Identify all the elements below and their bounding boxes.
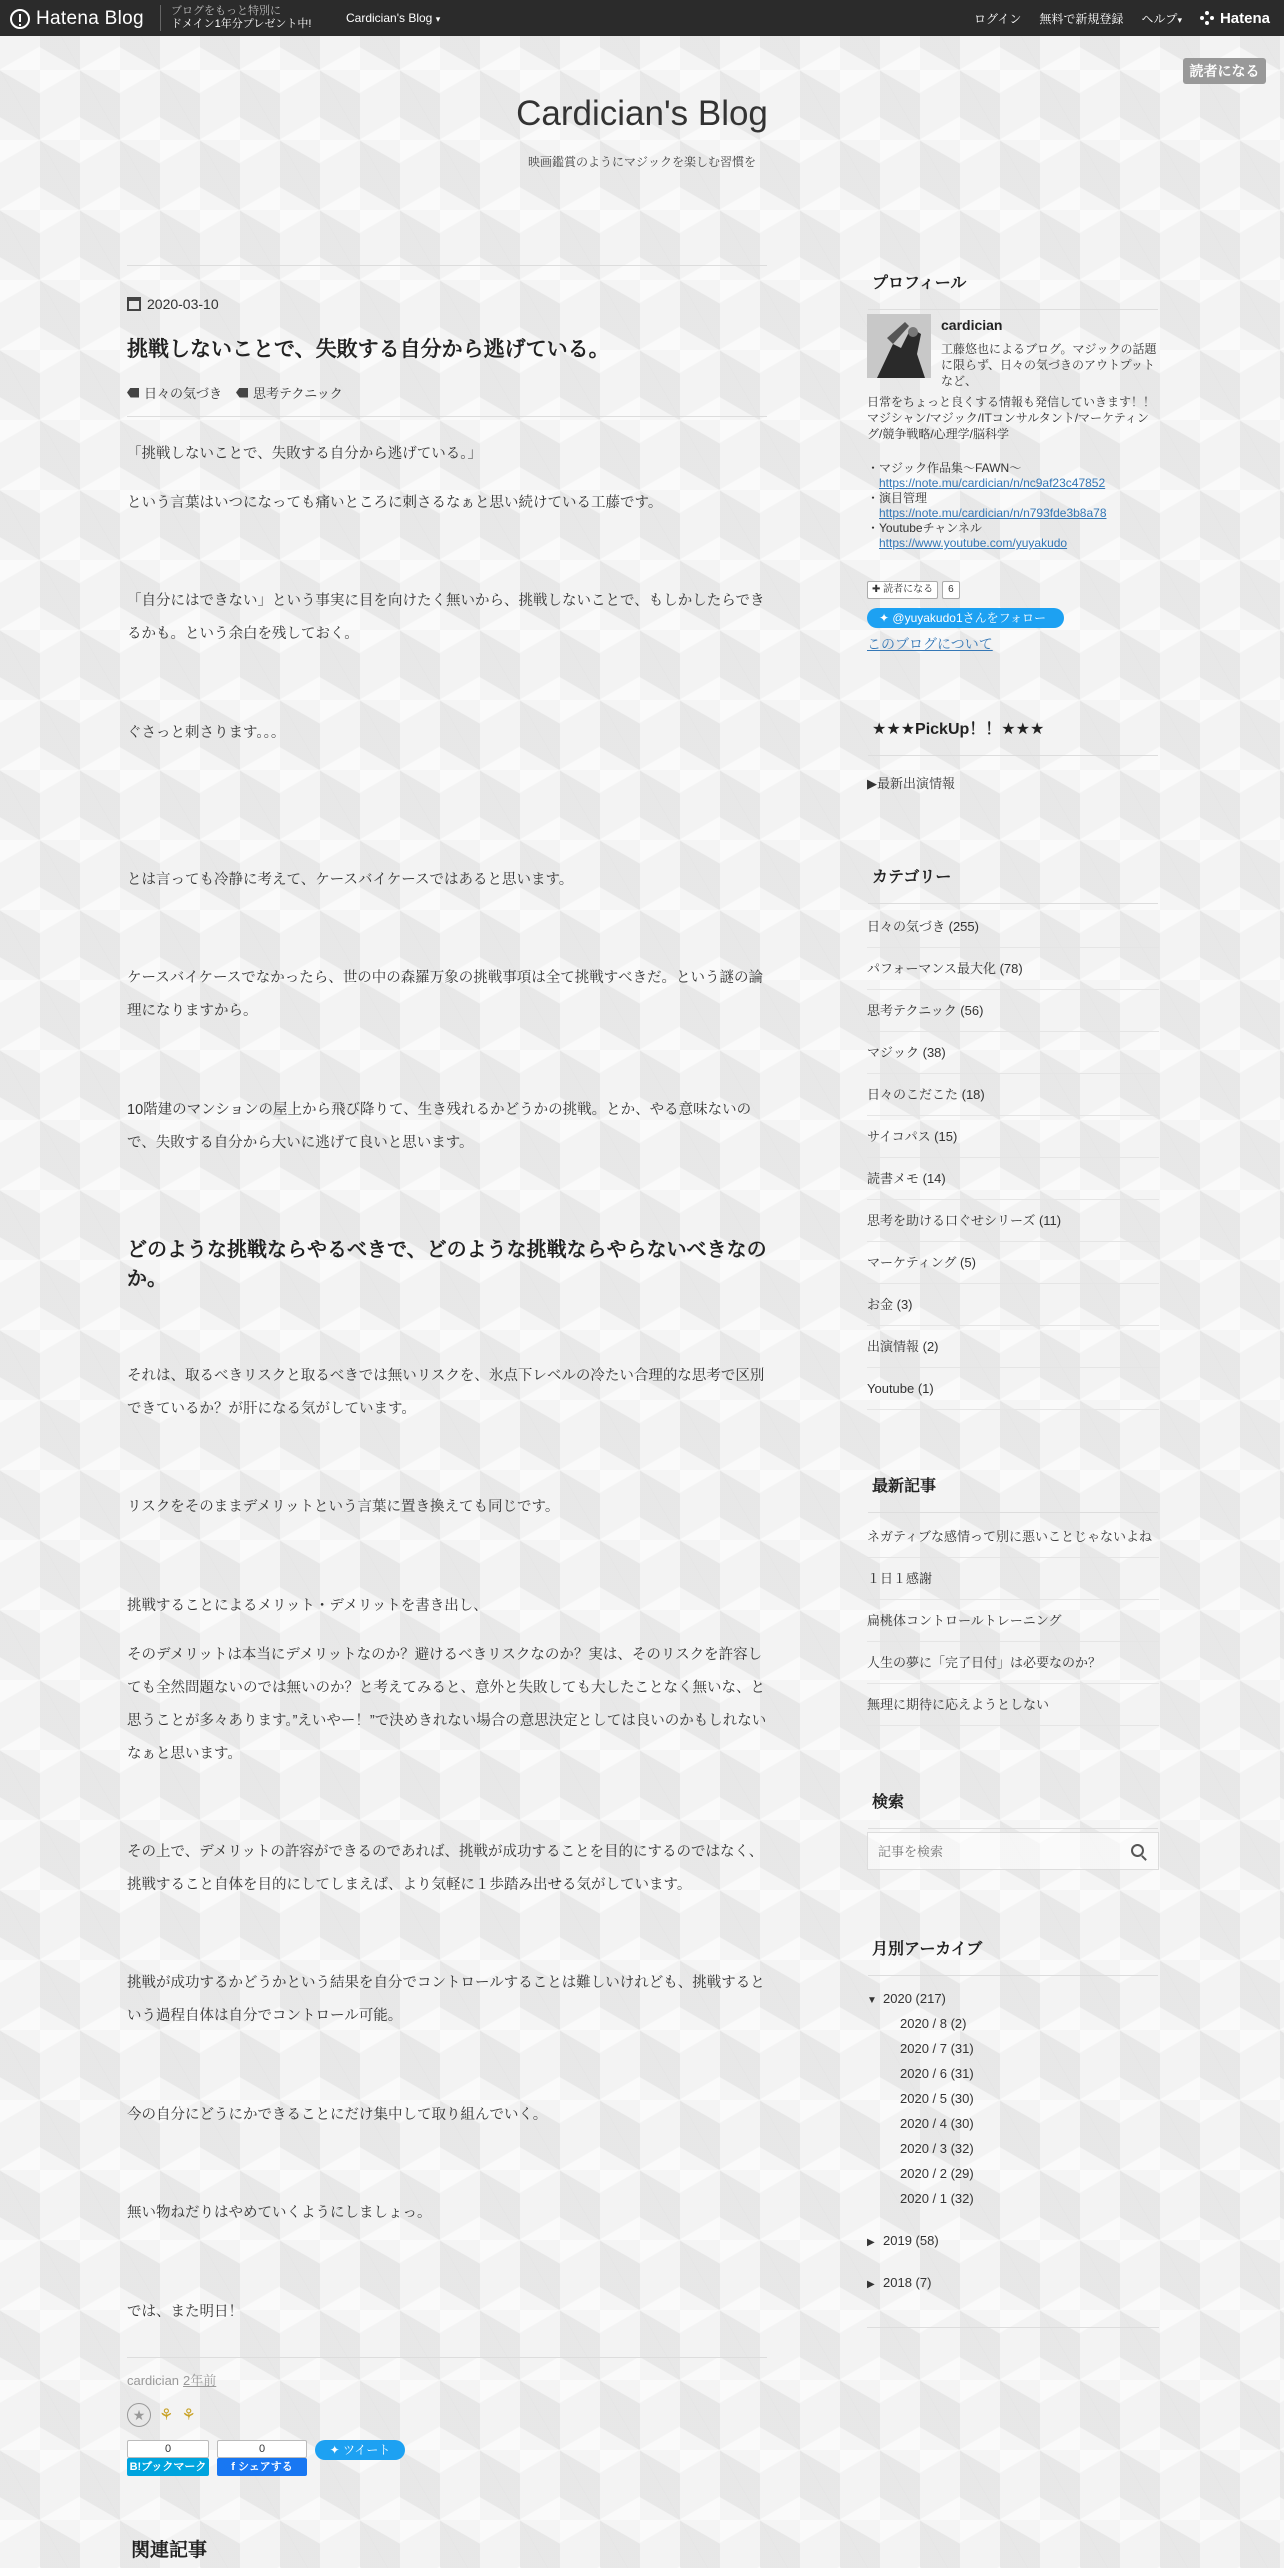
reader-button[interactable] (867, 581, 938, 599)
related-entries-title: 関連記事 (131, 2540, 208, 2561)
entry-paragraph: 無い物ねだりはやめていくようにしましょっ。 (127, 2205, 432, 2221)
hatena-blog-logo-icon (10, 9, 30, 29)
caret-down-icon: ▾ (435, 14, 441, 24)
archive-year-label: 2020 (217) (883, 1991, 946, 2006)
star-user-icon[interactable]: ⚘ (181, 2407, 196, 2424)
promo-line-1: ブログをもっと特別に (171, 5, 281, 17)
profile-intro-continued: 日常をちょっと良くする情報も発信していきます！！マジシャン/マジック/ITコンサルタント/マーケティング/競争戦略/心理学/脳科学 (867, 395, 1156, 441)
recent-entry-link[interactable]: 人生の夢に「完了日付」は必要なのか？ (867, 1642, 1159, 1684)
twitter-bird-icon: ✦ (329, 2443, 343, 2457)
profile-links (867, 461, 1159, 551)
tag-icon (236, 388, 248, 398)
entry-paragraph: リスクをそのままデメリットという言葉に置き換えても同じです。 (127, 1499, 560, 1515)
facebook-share[interactable] (217, 2440, 307, 2476)
archive-month[interactable]: 2020 / 7 (31) (900, 2041, 974, 2056)
hatena-menu[interactable] (1200, 10, 1270, 27)
entry-heading: どのような挑戦ならやるべきで、どのような挑戦ならやらないべきなのか。 (127, 1239, 767, 1290)
login-link[interactable]: ログイン (974, 11, 1022, 26)
profile-link-label: ・Youtubeチャンネル (867, 521, 982, 535)
main-top-divider (127, 265, 767, 266)
category-label: 思考テクニック (253, 386, 343, 401)
follow-label: @yuyakudo1さんをフォロー (892, 611, 1047, 625)
recent-entry-link[interactable]: ネガティブな感情って別に悪いことじゃないよね (867, 1516, 1159, 1558)
domain-promo-link[interactable] (160, 5, 311, 31)
archive-month[interactable]: 2020 / 8 (2) (900, 2016, 967, 2031)
facebook-label: シェアする (237, 2461, 293, 2473)
twitter-bird-icon: ✦ (879, 611, 893, 625)
category-item[interactable]: マーケティング (5) (867, 1242, 1159, 1284)
category-list (867, 906, 1159, 1410)
blog-menu-label: Cardician's Blog (346, 11, 433, 25)
entry-footer-divider (127, 2357, 767, 2358)
entry-paragraph: 「自分にはできない」という事実に目を向けたく無いから、挑戦しないことで、もしかしたらできるかも。という余白を残しておく。 (127, 593, 765, 642)
hatebu-share[interactable] (127, 2440, 209, 2476)
about-blog-link[interactable]: このブログについて (867, 636, 993, 652)
hatena-blog-logo-text: Hatena Blog (36, 8, 144, 29)
archive-month[interactable]: 2020 / 1 (32) (900, 2191, 974, 2206)
blog-description: 映画鑑賞のようにマジックを楽しむ習慣を (527, 155, 756, 169)
reader-widget (867, 581, 960, 599)
entry-author[interactable]: cardician (127, 2373, 180, 2388)
profile-link-label: ・演目管理 (867, 491, 928, 505)
tweet-label: ツイート (342, 2443, 391, 2457)
entry-paragraph: ぐさっと刺さります。。。 (127, 725, 286, 741)
category-item[interactable]: 思考テクニック (56) (867, 990, 1159, 1032)
archive-list (867, 1986, 1159, 2328)
archive-month[interactable]: 2020 / 6 (31) (900, 2066, 974, 2081)
help-label: ヘルプ (1141, 11, 1178, 26)
share-buttons (127, 2440, 405, 2476)
category-item[interactable]: Youtube (1) (867, 1368, 1159, 1410)
signup-link[interactable]: 無料で新規登録 (1039, 11, 1124, 26)
entry-paragraph: 今の自分にどうにかできることにだけ集中して取り組んでいく。 (127, 2107, 548, 2123)
entry-title[interactable]: 挑戦しないことで、失敗する自分から逃げている。 (127, 338, 610, 361)
global-header (0, 0, 1284, 36)
entry-paragraph: 挑戦することによるメリット・デメリットを書き出し、 (127, 1598, 488, 1614)
entry-time-link[interactable]: 2年前 (183, 2373, 217, 2388)
archive-month[interactable]: 2020 / 4 (30) (900, 2116, 974, 2131)
star-user-icon[interactable]: ⚘ (159, 2407, 174, 2424)
archive-month[interactable]: 2020 / 2 (29) (900, 2166, 974, 2181)
pickup-item-link[interactable]: ▶最新出演情報 (867, 776, 955, 791)
entry-header-divider (127, 416, 767, 417)
hatebu-button[interactable]: B!ブックマーク (127, 2458, 209, 2476)
search-input[interactable] (868, 1833, 1108, 1869)
hatena-blog-logo[interactable] (10, 8, 144, 30)
plus-icon: ✚ (872, 584, 884, 595)
archive-year-label: 2018 (7) (883, 2275, 932, 2290)
promo-line-2: ドメイン1年分プレゼント中! (171, 18, 312, 30)
facebook-button[interactable] (217, 2458, 307, 2476)
recent-list (867, 1516, 1159, 1726)
category-title: カテゴリー (868, 864, 1158, 904)
profile-link-url[interactable]: https://note.mu/cardician/n/nc9af23c47852 (879, 476, 1106, 490)
recent-entry-link[interactable]: 扁桃体コントロールトレーニング (867, 1600, 1159, 1642)
category-item[interactable]: パフォーマンス最大化 (78) (867, 948, 1159, 990)
caret-down-icon: ▾ (1177, 14, 1182, 25)
entry-paragraph: ケースバイケースでなかったら、世の中の森羅万象の挑戦事項は全て挑戦すべきだ。という謎の論理になりますから。 (127, 970, 763, 1019)
category-item[interactable]: 思考を助ける口ぐせシリーズ (11) (867, 1200, 1159, 1242)
category-item[interactable]: 日々のこだこた (18) (867, 1074, 1159, 1116)
entry-footer-meta (127, 2370, 216, 2389)
add-star-icon[interactable]: ★ (127, 2403, 151, 2427)
pickup-title: ★★★PickUp！！★★★ (868, 716, 1158, 756)
category-item[interactable]: 読書メモ (14) (867, 1158, 1159, 1200)
hatena-dots-icon (1200, 11, 1214, 25)
category-label: 日々の気づき (144, 386, 223, 401)
archive-year-label: 2019 (58) (883, 2233, 939, 2248)
search-icon[interactable] (1131, 1844, 1144, 1857)
entry-paragraph: では、また明日！ (127, 2304, 243, 2320)
profile-name[interactable]: cardician (941, 317, 1003, 333)
facebook-icon: f (231, 2461, 238, 2473)
avatar-image (867, 314, 931, 378)
entry-paragraph: 挑戦が成功するかどうかという結果を自分でコントロールすることは難しいけれども、挑戦するという過程自体は自分でコントロール可能。 (127, 1975, 765, 2024)
subscribe-button[interactable]: 読者になる (1183, 58, 1266, 84)
profile-intro: 工藤悠也によるブログ。マジックの話題に限らず、日々の気づきのアウトプットなど、 (941, 342, 1157, 388)
triangle-down-icon: ▼ (867, 1995, 877, 2006)
profile-link-url[interactable]: https://www.youtube.com/yuyakudo (879, 536, 1068, 550)
profile-title: プロフィール (868, 270, 1158, 310)
triangle-right-icon: ▶ (867, 2279, 875, 2290)
profile-link-label: ・マジック作品集〜FAWN〜 (867, 461, 1022, 475)
entry-paragraph: その上で、デメリットの許容ができるのであれば、挑戦が成功することを目的にするのではなく、挑戦すること自体を目的にしてしまえば、より気軽に１歩踏み出せる気がしています。 (127, 1844, 764, 1893)
hatena-label: Hatena (1219, 9, 1270, 27)
facebook-count: 0 (217, 2440, 307, 2458)
star-area (127, 2403, 204, 2427)
entry-date[interactable] (127, 296, 219, 312)
calendar-icon (127, 297, 141, 311)
archive-year-2019[interactable] (867, 2228, 1159, 2253)
entry-paragraph: そのデメリットは本当にデメリットなのか？避けるべきリスクなのか？実は、そのリスクを許容しても全然問題ないのでは無いのか？と考えてみると、意外と失敗しても大したことなく無いな、と思うことが多々あります。”えいやー！”で決めきれない場合の意思決定としては良いのかもしれないなぁと思います。 (127, 1647, 767, 1762)
entry-paragraph: とは言っても冷静に考えて、ケースバイケースではあると思います。 (127, 872, 574, 888)
reader-count: 6 (942, 581, 960, 599)
help-menu[interactable] (1141, 10, 1182, 27)
tweet-button[interactable] (315, 2440, 405, 2460)
category-item[interactable]: マジック (38) (867, 1032, 1159, 1074)
archive-year-2020[interactable] (867, 1986, 1159, 2011)
entry-date-text: 2020-03-10 (147, 296, 219, 312)
entry-paragraph: 10階建のマンションの屋上から飛び降りて、生き残れるかどうかの挑戦。とか、やる意味ないので、失敗する自分から大いに逃げて良いと思います。 (127, 1102, 752, 1151)
tag-icon (127, 388, 139, 398)
search-form (867, 1832, 1159, 1870)
entry-paragraph: という言葉はいつになっても痛いところに刺さるなぁと思い続けている工藤です。 (127, 495, 663, 511)
hatebu-count: 0 (127, 2440, 209, 2458)
profile-avatar[interactable] (867, 314, 931, 378)
entry-paragraph: 「挑戦しないことで、失敗する自分から逃げている。」 (127, 446, 482, 462)
entry-categories (127, 383, 357, 402)
entry-paragraph: それは、取るべきリスクと取るべきでは無いリスクを、氷点下レベルの冷たい合理的な思考で区別できているか？が肝になる気がしています。 (127, 1368, 765, 1417)
category-link[interactable] (127, 383, 222, 402)
recent-title: 最新記事 (868, 1473, 1158, 1513)
recent-entry-link[interactable]: １日１感謝 (867, 1558, 1159, 1600)
category-item[interactable]: お金 (3) (867, 1284, 1159, 1326)
search-title: 検索 (868, 1789, 1158, 1829)
category-item[interactable]: 日々の気づき (255) (867, 906, 1159, 948)
blog-menu-dropdown[interactable] (346, 11, 440, 25)
archive-year-2018[interactable] (867, 2270, 1159, 2328)
reader-button-label: 読者になる (883, 584, 934, 595)
archive-month[interactable]: 2020 / 3 (32) (900, 2141, 974, 2156)
category-item[interactable]: 出演情報 (2) (867, 1326, 1159, 1368)
profile-link-url[interactable]: https://note.mu/cardician/n/n793fde3b8a78 (879, 506, 1107, 520)
triangle-right-icon: ▶ (867, 2237, 875, 2248)
blog-title[interactable]: Cardician's Blog (516, 94, 768, 133)
archive-title: 月別アーカイブ (868, 1936, 1158, 1976)
category-item[interactable]: サイコパス (15) (867, 1116, 1159, 1158)
twitter-follow-button[interactable] (867, 608, 1064, 628)
category-link[interactable] (236, 383, 343, 402)
recent-entry-link[interactable]: 無理に期待に応えようとしない (867, 1684, 1159, 1726)
archive-month[interactable]: 2020 / 5 (30) (900, 2091, 974, 2106)
